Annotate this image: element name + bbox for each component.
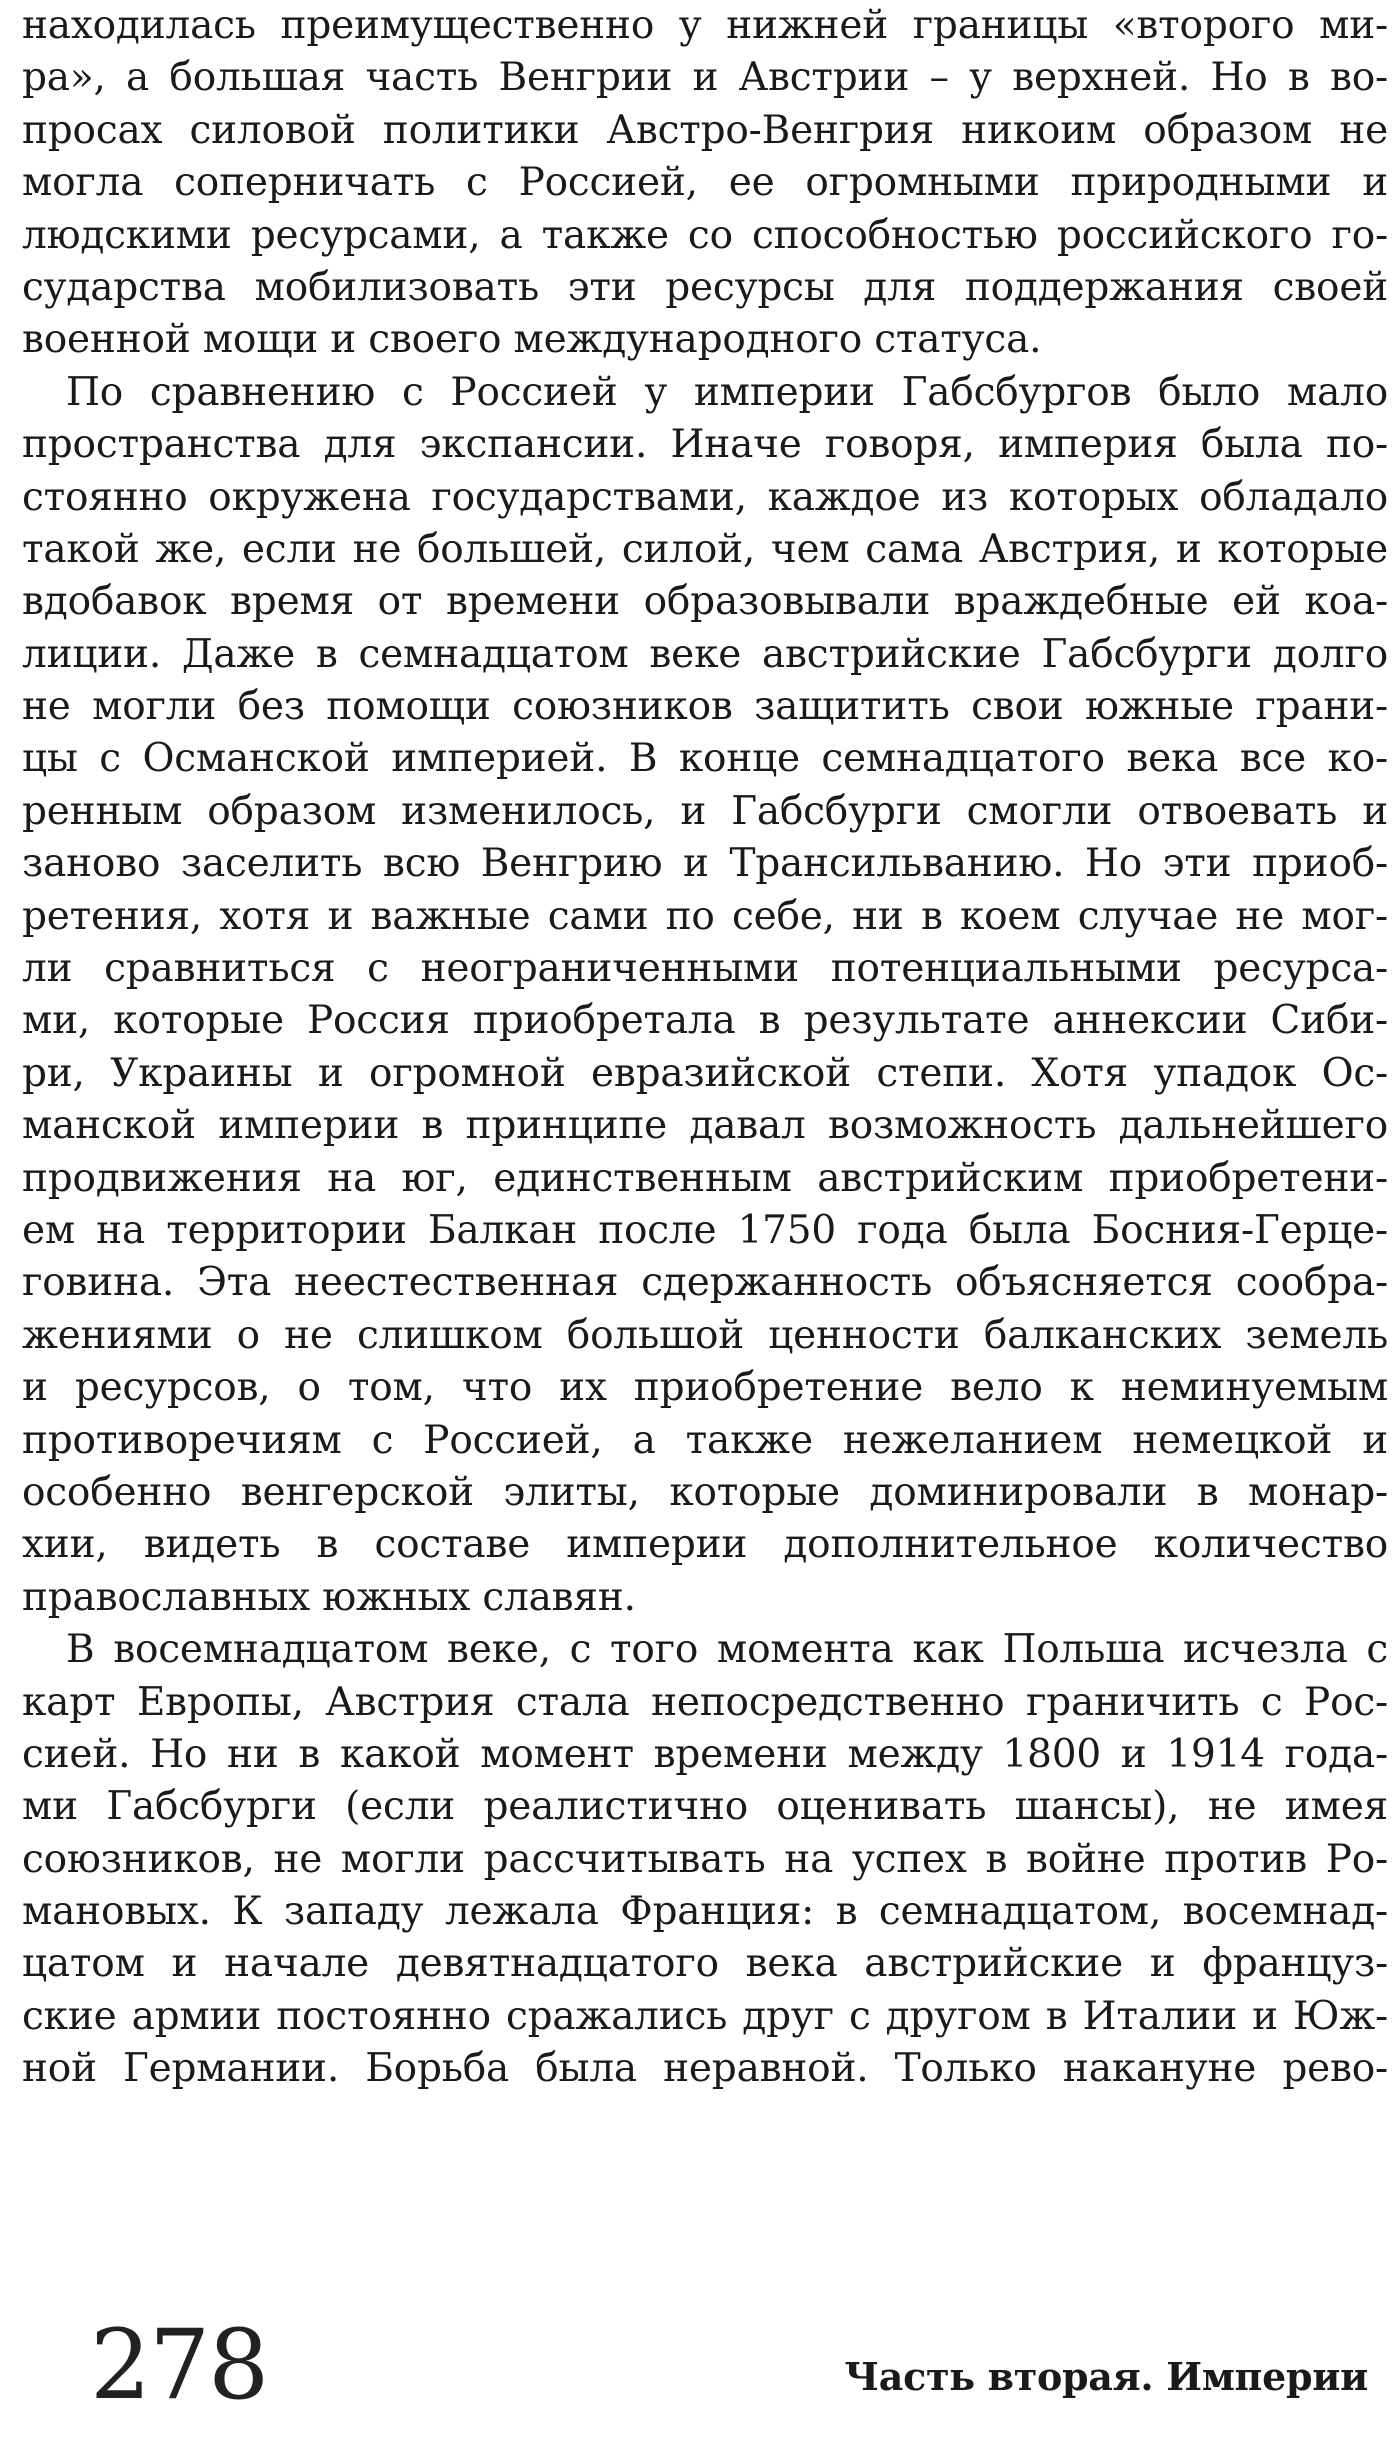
text-line: ретения, хотя и важные сами по себе, ни в коем случае не мог- — [22, 893, 1388, 939]
text-line: цы с Османской империей. В конце семнадцатого века все ко- — [22, 736, 1388, 782]
text-line: такой же, если не большей, силой, чем сама Австрия, и которые — [22, 526, 1388, 572]
text-line: цатом и начале девятнадцатого века австрийские и француз- — [22, 1941, 1388, 1987]
text-line: православных южных славян. — [22, 1574, 636, 1620]
text-line: карт Европы, Австрия стала непосредственно граничить с Рос- — [22, 1679, 1388, 1725]
text-line: сударства мобилизовать эти ресурсы для поддержания своей — [22, 264, 1388, 310]
text-line: манской империи в принципе давал возможность дальнейшего — [22, 1103, 1388, 1149]
text-line: вдобавок время от времени образовывали враждебные ей коа- — [22, 579, 1388, 625]
text-line: ли сравниться с неограниченными потенциальными ресурса- — [22, 946, 1388, 992]
text-line: ной Германии. Борьба была неравной. Только накануне рево- — [22, 2046, 1388, 2092]
text-line: сией. Но ни в какой момент времени между 1800 и 1914 года- — [22, 1731, 1388, 1777]
text-line: По сравнению с Россией у империи Габсбургов было мало — [66, 369, 1388, 415]
text-line: военной мощи и своего международного статуса. — [22, 317, 1042, 363]
running-head: Часть вторая. Империи — [844, 2354, 1368, 2399]
text-line: ми Габсбурги (если реалистично оценивать шансы), не имея — [22, 1784, 1388, 1830]
text-line: просах силовой политики Австро-Венгрия никоим образом не — [22, 107, 1388, 153]
text-line: пространства для экспансии. Иначе говоря, империя была по- — [22, 422, 1388, 468]
text-line: и ресурсов, о том, что их приобретение вело к неминуемым — [22, 1365, 1388, 1411]
text-line: В восемнадцатом веке, с того момента как Польша исчезла с — [66, 1627, 1388, 1673]
text-line: ем на территории Балкан после 1750 года была Босния-Герце- — [22, 1207, 1388, 1253]
text-line: людскими ресурсами, а также со способностью российского го- — [22, 212, 1388, 258]
text-line: союзников, не могли рассчитывать на успех в войне против Ро- — [22, 1836, 1388, 1882]
text-line: противоречиям с Россией, а также нежеланием немецкой и — [22, 1417, 1388, 1463]
text-line: ра», а большая часть Венгрии и Австрии – у верхней. Но в во- — [22, 55, 1388, 101]
text-line: ри, Украины и огромной евразийской степи. Хотя упадок Ос- — [22, 1050, 1388, 1096]
body-text — [22, 0, 1388, 2096]
text-line: особенно венгерской элиты, которые доминировали в монар- — [22, 1469, 1388, 1515]
text-line: не могли без помощи союзников защитить свои южные грани- — [22, 684, 1388, 730]
text-line: находилась преимущественно у нижней границы «второго ми- — [22, 3, 1388, 48]
page-footer — [0, 2290, 1398, 2430]
text-line: ские армии постоянно сражались друг с другом в Италии и Юж- — [22, 1993, 1388, 2039]
text-line: лиции. Даже в семнадцатом веке австрийские Габсбурги долго — [22, 631, 1388, 677]
text-line: жениями о не слишком большой ценности балканских земель — [22, 1312, 1388, 1358]
page-number: 278 — [90, 2309, 268, 2421]
text-line: мановых. К западу лежала Франция: в семнадцатом, восемнад- — [22, 1889, 1388, 1935]
text-line: стоянно окружена государствами, каждое из которых обладало — [22, 474, 1388, 520]
text-line: ренным образом изменилось, и Габсбурги смогли отвоевать и — [22, 788, 1388, 834]
text-line: могла соперничать с Россией, ее огромными природными и — [22, 160, 1388, 206]
text-line: хии, видеть в составе империи дополнительное количество — [22, 1522, 1388, 1568]
text-line: ми, которые Россия приобретала в результате аннексии Сиби- — [22, 998, 1388, 1044]
text-line: заново заселить всю Венгрию и Трансильванию. Но эти приоб- — [22, 841, 1388, 887]
text-line: продвижения на юг, единственным австрийским приобретени- — [22, 1155, 1388, 1201]
text-line: говина. Эта неестественная сдержанность объясняется сообра- — [22, 1260, 1388, 1306]
